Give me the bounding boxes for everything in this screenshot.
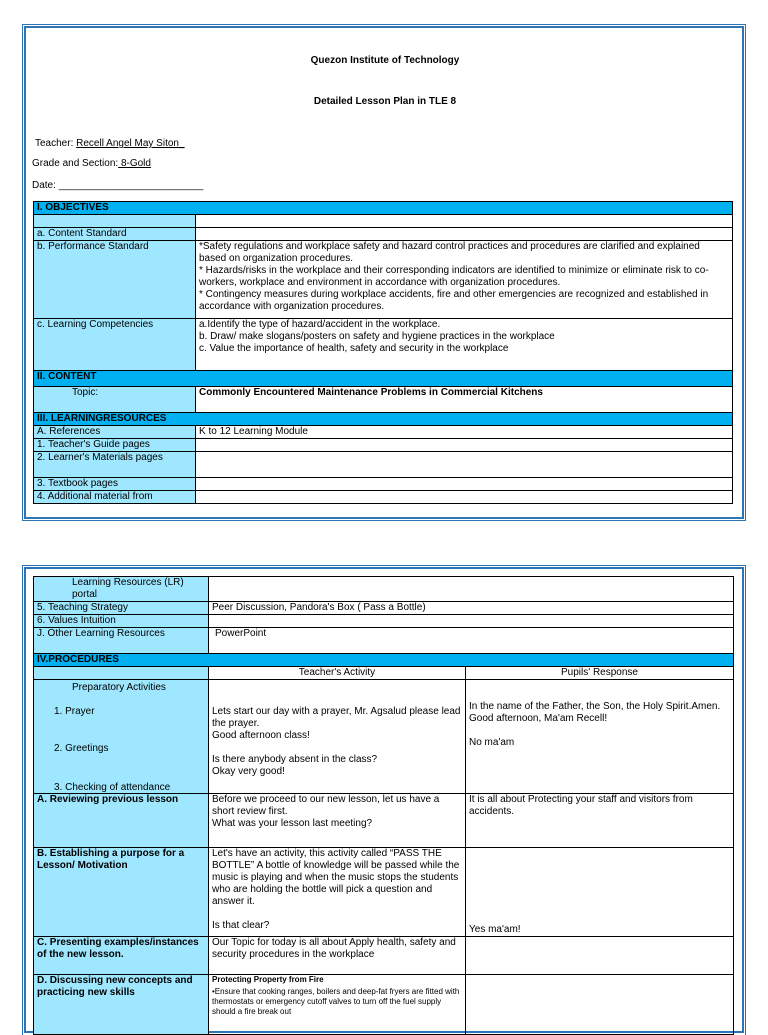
performance-standard-text (196, 241, 733, 319)
document-page-1 (22, 24, 746, 521)
teaching-strategy-value: Peer Discussion, Pandora's Box ( Pass a Bottle) (209, 602, 734, 615)
presenting-label-text: C. Presenting examples/instances of the new lesson. (37, 937, 199, 960)
preparatory-pupils-response (466, 680, 734, 794)
teacher-line: Let's have an activity, this activity called “PASS THE BOTTLE” A bottle of knowledge will be passed while the music is playing and when the music stops the students who are holding the bottle will pick a question and answer it. (212, 848, 460, 907)
discussing-text: •Ensure that cooking ranges, boilers and deep-fat fryers are fitted with thermostats or emergency cutoff valves to turn off the fuel supply should a fire break out (212, 987, 460, 1016)
teacher-line: Okay very good! (212, 766, 285, 777)
competency-item: a.Identify the type of hazard/accident in the workplace. (199, 319, 441, 330)
resources-heading: III. LEARNINGRESOURCES (34, 413, 733, 426)
document-page-2 (22, 565, 746, 1035)
pupil-line: In the name of the Father, the Son, the Holy Spirit.Amen. (469, 701, 721, 712)
discussing-label-text: D. Discussing new concepts and practicing new skills (37, 975, 193, 998)
discussing-title: Protecting Property from Fire (212, 975, 324, 984)
pupil-line: No ma'am (469, 737, 515, 748)
presenting-teacher-activity: Our Topic for today is all about Apply health, safety and security procedures in the workplace (209, 937, 466, 975)
topic-label: Topic: (34, 387, 196, 413)
procedures-heading: IV.PROCEDURES (34, 654, 734, 667)
discussing-pupils-response (466, 975, 734, 1035)
date-label: Date: (32, 180, 56, 191)
teacher-name: Recell Angel May Siton_ (76, 138, 185, 149)
content-heading: II. CONTENT (34, 371, 733, 387)
pupils-response-header: Pupils' Response (466, 667, 734, 680)
references-value: K to 12 Learning Module (196, 426, 733, 439)
content-standard-label: a. Content Standard (34, 228, 196, 241)
teacher-label: Teacher: (35, 138, 74, 149)
page-gap (0, 528, 768, 564)
preparatory-teacher-activity (209, 680, 466, 794)
teacher-line: Lets start our day with a prayer, Mr. Agsalud please lead the prayer. (212, 706, 461, 729)
learners-materials-label: 2. Learner's Materials pages (34, 452, 196, 478)
attendance-label: 3. Checking of attendance (54, 782, 171, 793)
purpose-label-text: B. Establishing a purpose for a Lesson/ Motivation (37, 848, 185, 871)
discussing-label (34, 975, 209, 1035)
teacher-line: Is that clear? (212, 920, 270, 931)
teacher-line (35, 138, 185, 149)
pupil-line (469, 725, 730, 737)
grade-line (32, 158, 151, 169)
purpose-pupils-response: Yes ma'am! (466, 848, 734, 937)
review-label-text: A. Reviewing previous lesson (37, 794, 179, 805)
topic-text: Commonly Encountered Maintenance Problems in Commercial Kitchens (196, 387, 733, 413)
lr-portal-label: Learning Resources (LR) portal (34, 577, 209, 602)
textbook-label: 3. Textbook pages (34, 478, 196, 491)
grade-label: Grade and Section: (32, 158, 119, 169)
teacher-activity-header: Teacher's Activity (209, 667, 466, 680)
teachers-guide-label: 1. Teacher's Guide pages (34, 439, 196, 452)
institution-name: Quezon Institute of Technology (310, 55, 460, 66)
other-resources-value: PowerPoint (209, 628, 734, 654)
teacher-line (212, 742, 462, 754)
presenting-label (34, 937, 209, 975)
other-resources-label: J. Other Learning Resources (34, 628, 209, 654)
performance-item: *Safety regulations and workplace safety and hazard control practices and procedures are clarified and explained based on organization procedures. (199, 241, 700, 264)
preparatory-activities-cell (34, 680, 209, 794)
additional-material-label: 4. Additional material from (34, 491, 196, 504)
review-label (34, 794, 209, 848)
teacher-line: Good afternoon class! (212, 730, 310, 741)
document-title: Detailed Lesson Plan in TLE 8 (313, 96, 457, 107)
purpose-label (34, 848, 209, 937)
competency-item: b. Draw/ make slogans/posters on safety and hygiene practices in the workplace (199, 331, 555, 342)
teacher-line: Is there anybody absent in the class? (212, 754, 378, 765)
teaching-strategy-label: 5. Teaching Strategy (34, 602, 209, 615)
learning-competencies-text (196, 319, 733, 371)
pupil-line: Good afternoon, Ma'am Recell! (469, 713, 608, 724)
date-line (32, 180, 203, 191)
values-intuition-label: 6. Values Intuition (34, 615, 209, 628)
competency-item: c. Value the importance of health, safety and security in the workplace (199, 343, 509, 354)
teacher-line: What was your lesson last meeting? (212, 818, 373, 829)
date-value: __________________________ (58, 180, 204, 191)
content-standard-value (196, 228, 733, 241)
references-label: A. References (34, 426, 196, 439)
preparatory-label: Preparatory Activities (72, 682, 166, 693)
review-teacher-activity (209, 794, 466, 848)
lesson-plan-table-1 (33, 201, 733, 504)
presenting-pupils-response (466, 937, 734, 975)
objectives-heading: I. OBJECTIVES (34, 202, 733, 215)
performance-item: * Hazards/risks in the workplace and their corresponding indicators are identified to minimize or eliminate risk to co-workers, workplace and environment in accordance with organization procedures. (199, 265, 709, 288)
prayer-label: 1. Prayer (54, 706, 95, 717)
grade-value: 8-Gold (118, 158, 151, 169)
performance-standard-label: b. Performance Standard (34, 241, 196, 319)
discussing-teacher-activity (209, 975, 466, 1035)
purpose-teacher-activity (209, 848, 466, 937)
performance-item: * Contingency measures during workplace accidents, fire and other emergencies are recognized and established in accordance with organization procedures. (199, 289, 709, 312)
review-pupils-response: It is all about Protecting your staff and visitors from accidents. (466, 794, 734, 848)
learning-competencies-label: c. Learning Competencies (34, 319, 196, 371)
teacher-line: Before we proceed to our new lesson, let us have a short review first. (212, 794, 440, 817)
greetings-label: 2. Greetings (54, 743, 109, 754)
lesson-plan-table-2 (33, 576, 734, 1035)
